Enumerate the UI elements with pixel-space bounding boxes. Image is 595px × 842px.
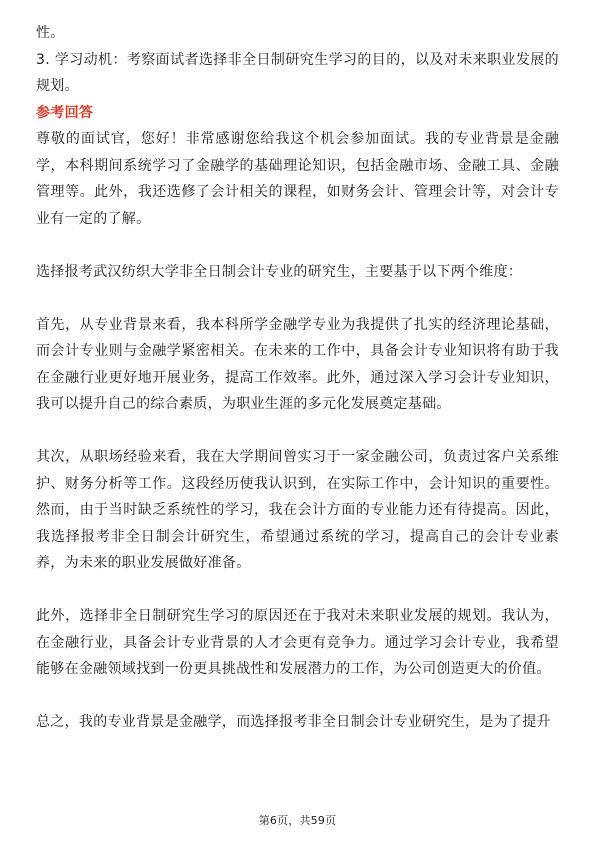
- question-item-3: 3. 学习动机：考察面试者选择非全日制研究生学习的目的，以及对未来职业发展的规划。: [36, 51, 559, 94]
- answer-paragraph-conclusion: 总之，我的专业背景是金融学，而选择报考非全日制会计专业研究生，是为了提升: [36, 714, 551, 730]
- answer-paragraph-reasons: 选择报考武汉纺织大学非全日制会计专业的研究生，主要基于以下两个维度：: [36, 263, 523, 280]
- page-footer: 第6页，共59页: [258, 814, 337, 827]
- answer-paragraph-intro: 尊敬的面试官，您好！非常感谢您给我这个机会参加面试。我的专业背景是金融学，本科期间系统学习了金融学的基础理论知识，包括金融市场、金融工具、金融管理等。此外，我还选修了会计相关的课程，如财务会计、管理会计等，对会计专业有一定的了解。: [36, 131, 559, 227]
- paragraph-gap: [36, 577, 559, 604]
- reference-answer-heading: 参考回答: [36, 104, 94, 121]
- paragraph-gap: [36, 285, 559, 312]
- answer-paragraph-first: 首先，从专业背景来看，我本科所学金融学专业为我提供了扎实的经济理论基础，而会计专业则与金融学紧密相关。在未来的工作中，具备会计专业知识将有助于我在金融行业更好地开展业务，提高工作效率。此外，通过深入学习会计专业知识，我可以提升自己的综合素质，为职业生涯的多元化发展奠定基础。: [36, 316, 559, 412]
- paragraph-gap: [36, 232, 559, 259]
- paragraph-gap: [36, 683, 559, 710]
- answer-paragraph-second: 其次，从职场经验来看，我在大学期间曾实习于一家金融公司，负责过客户关系维护、财务分析等工作。这段经历使我认识到，在实际工作中，会计知识的重要性。然而，由于当时缺乏系统性的学习，我在会计方面的专业能力还有待提高。因此，我选择报考非全日制会计研究生，希望通过系统的学习，提高自己的会计专业素养，为未来的职业发展做好准备。: [36, 449, 559, 571]
- page-content: [36, 20, 559, 736]
- answer-paragraph-further: 此外，选择非全日制研究生学习的原因还在于我对未来职业发展的规划。我认为，在金融行业，具备会计专业背景的人才会更有竞争力。通过学习会计专业，我希望能够在金融领域找到一份更具挑战性和发展潜力的工作，为公司创造更大的价值。: [36, 608, 559, 677]
- paragraph-gap: [36, 418, 559, 445]
- continued-text: 性。: [36, 25, 65, 41]
